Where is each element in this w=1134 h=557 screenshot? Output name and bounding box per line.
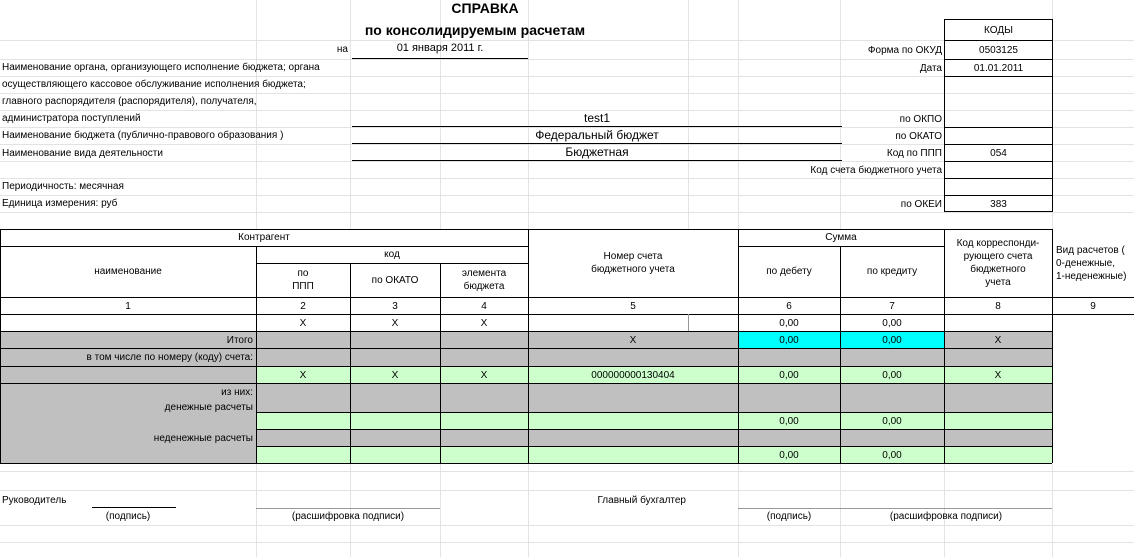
activity-underline bbox=[352, 160, 842, 161]
header-code: код bbox=[384, 249, 400, 260]
header-account: Номер счета бюджетного учета bbox=[591, 251, 675, 275]
header-corr-account: Код корреспонди- рующего счета бюджетного учета bbox=[956, 238, 1040, 288]
mark-x: X bbox=[299, 370, 307, 381]
col-num-3: 3 bbox=[392, 301, 398, 312]
head-label: Руководитель bbox=[2, 495, 67, 506]
okpo-label: по ОКПО bbox=[899, 114, 942, 125]
including-label: в том числе по номеру (коду) счета: bbox=[86, 352, 253, 363]
mark-x: X bbox=[391, 318, 399, 329]
head-decode-hint: (расшифровка подписи) bbox=[291, 511, 405, 522]
header-counterparty: Контрагент bbox=[238, 232, 290, 243]
header-settlement-kind: Вид расчетов ( 0-денежные, 1-неденежные) bbox=[1056, 244, 1127, 282]
mark-x: X bbox=[629, 335, 637, 346]
header-okato: по ОКАТО bbox=[371, 274, 419, 286]
unit: Единица измерения: руб bbox=[2, 198, 118, 209]
date-code-label: Дата bbox=[919, 63, 942, 74]
date-underline bbox=[352, 58, 528, 59]
cash-credit: 0,00 bbox=[882, 416, 902, 427]
cash-label: денежные расчеты bbox=[164, 402, 253, 413]
okato-label: по ОКАТО bbox=[895, 131, 942, 142]
activity-label: Наименование вида деятельности bbox=[2, 148, 163, 159]
noncash-label: неденежные расчеты bbox=[153, 433, 253, 444]
header-name: наименование bbox=[94, 266, 162, 277]
header-credit: по кредиту bbox=[866, 266, 918, 277]
total-debit: 0,00 bbox=[779, 335, 799, 346]
report-date: 01 января 2011 г. bbox=[396, 42, 484, 54]
col-num-2: 2 bbox=[300, 301, 306, 312]
mark-x: X bbox=[480, 370, 488, 381]
doc-title: СПРАВКА bbox=[451, 0, 519, 16]
accountant-sign-line bbox=[738, 508, 1052, 509]
doc-subtitle: по консолидируемым расчетам bbox=[364, 22, 586, 38]
org-label-3: главного распорядителя (распорядителя), получателя, bbox=[2, 96, 257, 107]
header-sum: Сумма bbox=[825, 232, 857, 243]
accountant-decode-hint: (расшифровка подписи) bbox=[889, 511, 1003, 522]
org-label-4: администратора поступлений bbox=[2, 113, 141, 124]
okud-value: 0503125 bbox=[979, 45, 1018, 56]
accountant-sign-hint: (подпись) bbox=[766, 511, 812, 522]
okei-value: 383 bbox=[990, 199, 1007, 210]
mark-x: X bbox=[391, 370, 399, 381]
total-label: Итого bbox=[226, 335, 253, 346]
org-label-2: осуществляющего кассовое обслуживание исполнения бюджета; bbox=[2, 79, 306, 90]
okei-label: по ОКЕИ bbox=[900, 199, 942, 210]
header-element: элемента бюджета bbox=[461, 268, 507, 292]
org-underline bbox=[352, 126, 842, 127]
ppp-label: Код по ППП bbox=[886, 148, 942, 159]
periodicity: Периодичность: месячная bbox=[2, 181, 124, 192]
col-num-8: 8 bbox=[995, 301, 1001, 312]
activity-value: Бюджетная bbox=[565, 145, 629, 159]
cash-debit: 0,00 bbox=[779, 416, 799, 427]
col-num-5: 5 bbox=[630, 301, 636, 312]
account-number: 000000000130404 bbox=[591, 370, 675, 381]
noncash-debit: 0,00 bbox=[779, 450, 799, 461]
col-num-6: 6 bbox=[786, 301, 792, 312]
ppp-value: 054 bbox=[990, 148, 1007, 159]
budget-underline bbox=[352, 143, 842, 144]
col-num-4: 4 bbox=[481, 301, 487, 312]
budget-label: Наименование бюджета (публично-правового образования ) bbox=[2, 130, 284, 141]
mark-x: X bbox=[994, 335, 1002, 346]
org-value: test1 bbox=[583, 111, 610, 125]
head-sign-line bbox=[92, 507, 176, 508]
col-num-9: 9 bbox=[1090, 301, 1096, 312]
org-label-1: Наименование органа, организующего исполнение бюджета; органа bbox=[2, 62, 320, 73]
credit-value: 0,00 bbox=[882, 318, 902, 329]
of-them-label: из них: bbox=[221, 387, 253, 398]
head-sign-hint: (подпись) bbox=[105, 511, 151, 522]
budget-value: Федеральный бюджет bbox=[535, 128, 659, 142]
total-credit: 0,00 bbox=[882, 335, 902, 346]
mark-x: X bbox=[299, 318, 307, 329]
date-code-value: 01.01.2011 bbox=[973, 63, 1024, 74]
header-ppp: по ППП bbox=[292, 268, 314, 292]
col-num-1: 1 bbox=[125, 301, 131, 312]
account-debit: 0,00 bbox=[779, 370, 799, 381]
debit-value: 0,00 bbox=[779, 318, 799, 329]
col-num-7: 7 bbox=[889, 301, 895, 312]
okud-label: Форма по ОКУД bbox=[867, 45, 942, 56]
header-debit: по дебету bbox=[766, 266, 812, 277]
accountant-label: Главный бухгалтер bbox=[597, 495, 686, 506]
date-label: на bbox=[336, 44, 348, 55]
codes-header: КОДЫ bbox=[984, 25, 1013, 36]
mark-x: X bbox=[480, 318, 488, 329]
noncash-credit: 0,00 bbox=[882, 450, 902, 461]
head-decode-line bbox=[256, 508, 440, 509]
mark-x: X bbox=[994, 370, 1002, 381]
account-code-label: Код счета бюджетного учета bbox=[810, 165, 942, 176]
account-credit: 0,00 bbox=[882, 370, 902, 381]
